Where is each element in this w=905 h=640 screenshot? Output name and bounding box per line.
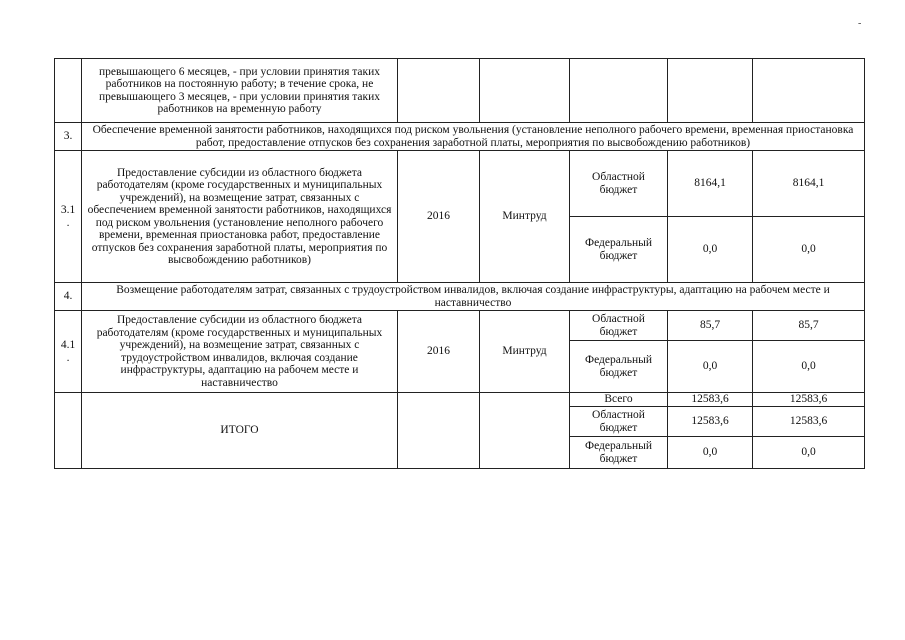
section-number: 4. bbox=[55, 283, 82, 311]
item-year: 2016 bbox=[398, 151, 480, 283]
number-cell bbox=[55, 59, 82, 123]
section-title: Обеспечение временной занятости работников, находящихся под риском увольнения (установление неполного рабочего времени, временная приостановка работ, предоставление отпусков без сохранения заработной платы, мероприятия по высвобождению работников) bbox=[82, 123, 865, 151]
funding-value: 0,0 bbox=[753, 341, 865, 393]
funding-value: 0,0 bbox=[668, 341, 753, 393]
item-number: 3.1 . bbox=[55, 151, 82, 283]
item-year: 2016 bbox=[398, 311, 480, 393]
funding-source: Федеральный бюджет bbox=[570, 437, 668, 469]
funding-value: 12583,6 bbox=[753, 407, 865, 437]
item-executor: Минтруд bbox=[480, 151, 570, 283]
total-row bbox=[55, 393, 865, 407]
total-label: ИТОГО bbox=[82, 393, 398, 469]
funding-value: 12583,6 bbox=[668, 393, 753, 407]
executor-cell bbox=[480, 393, 570, 469]
funding-value: 8164,1 bbox=[668, 151, 753, 217]
value-cell bbox=[668, 59, 753, 123]
funding-source: Областной бюджет bbox=[570, 311, 668, 341]
section-title: Возмещение работодателям затрат, связанных с трудоустройством инвалидов, включая создание инфраструктуры, адаптацию на рабочем месте и наставничество bbox=[82, 283, 865, 311]
funding-value: 85,7 bbox=[753, 311, 865, 341]
funding-value: 8164,1 bbox=[753, 151, 865, 217]
funding-value: 0,0 bbox=[668, 217, 753, 283]
section-number: 3. bbox=[55, 123, 82, 151]
item-executor: Минтруд bbox=[480, 311, 570, 393]
funding-value: 0,0 bbox=[753, 217, 865, 283]
table-row bbox=[55, 311, 865, 341]
table-row bbox=[55, 151, 865, 217]
funding-source: Всего bbox=[570, 393, 668, 407]
funding-value: 85,7 bbox=[668, 311, 753, 341]
budget-table bbox=[54, 58, 865, 469]
funding-source: Областной бюджет bbox=[570, 151, 668, 217]
section-row bbox=[55, 123, 865, 151]
source-cell bbox=[570, 59, 668, 123]
year-cell bbox=[398, 393, 480, 469]
table-row bbox=[55, 59, 865, 123]
item-number: 4.1 . bbox=[55, 311, 82, 393]
funding-source: Областной бюджет bbox=[570, 407, 668, 437]
funding-source: Федеральный бюджет bbox=[570, 217, 668, 283]
value-cell bbox=[753, 59, 865, 123]
number-cell bbox=[55, 393, 82, 469]
funding-value: 12583,6 bbox=[668, 407, 753, 437]
item-description: Предоставление субсидии из областного бюджета работодателям (кроме государственных и муниципальных учреждений), на возмещение затрат, связанных с обеспечением временной занятости работников, находящихся под риском увольнения (установление неполного рабочего времени, временная приостановка работ, предоставление отпусков без сохранения заработной платы, мероприятия по высвобождению работников) bbox=[82, 151, 398, 283]
item-description: Предоставление субсидии из областного бюджета работодателям (кроме государственных и муниципальных учреждений), на возмещение затрат, связанных с трудоустройством инвалидов, включая создание инфраструктуры, адаптацию на рабочем месте и наставничество bbox=[82, 311, 398, 393]
funding-source: Федеральный бюджет bbox=[570, 341, 668, 393]
description-cell: превышающего 6 месяцев, - при условии принятия таких работников на постоянную работу; в течение срока, не превышающего 3 месяцев, - при условии принятия таких работников на временную работу bbox=[82, 59, 398, 123]
funding-value: 0,0 bbox=[668, 437, 753, 469]
page-mark: - bbox=[858, 18, 862, 29]
funding-value: 12583,6 bbox=[753, 393, 865, 407]
funding-value: 0,0 bbox=[753, 437, 865, 469]
section-row bbox=[55, 283, 865, 311]
year-cell bbox=[398, 59, 480, 123]
executor-cell bbox=[480, 59, 570, 123]
